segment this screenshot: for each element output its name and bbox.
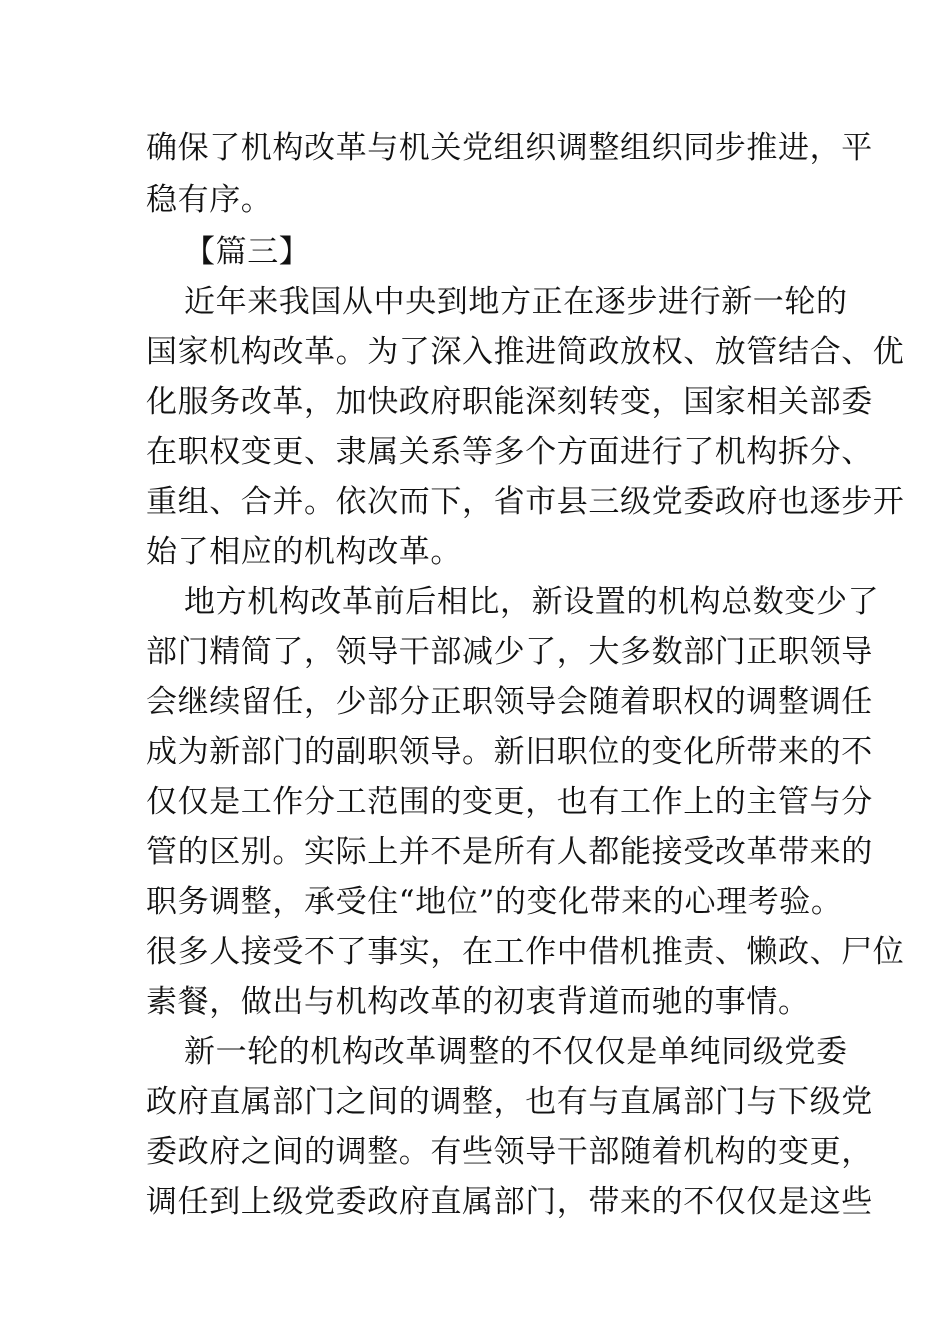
text-line: 会继续留任，少部分正职领导会随着职权的调整调任 (146, 684, 873, 720)
text-line: 始了相应的机构改革。 (146, 534, 462, 570)
text-line: 重组、合并。依次而下，省市县三级党委政府也逐步开 (146, 484, 905, 520)
text-line: 国家机构改革。为了深入推进简政放权、放管结合、优 (146, 334, 905, 370)
text-line: 在职权变更、隶属关系等多个方面进行了机构拆分、 (146, 434, 873, 470)
text-line: 确保了机构改革与机关党组织调整组织同步推进，平 (146, 130, 873, 166)
section-heading: 【篇三】 (184, 234, 311, 270)
text-line: 职务调整，承受住“地位”的变化带来的心理考验。 (146, 884, 843, 920)
text-line: 素餐，做出与机构改革的初衷背道而驰的事情。 (146, 984, 810, 1020)
text-line: 仅仅是工作分工范围的变更，也有工作上的主管与分 (146, 784, 873, 820)
paragraph-first-line: 近年来我国从中央到地方正在逐步进行新一轮的 (184, 284, 848, 320)
paragraph-first-line: 新一轮的机构改革调整的不仅仅是单纯同级党委 (184, 1034, 848, 1070)
text-line: 很多人接受不了事实，在工作中借机推责、懒政、尸位 (146, 934, 905, 970)
text-line: 调任到上级党委政府直属部门，带来的不仅仅是这些 (146, 1184, 873, 1220)
text-line: 管的区别。实际上并不是所有人都能接受改革带来的 (146, 834, 873, 870)
paragraph-first-line: 地方机构改革前后相比，新设置的机构总数变少了 (184, 584, 880, 620)
text-line: 化服务改革，加快政府职能深刻转变，国家相关部委 (146, 384, 873, 420)
text-line: 部门精简了，领导干部减少了，大多数部门正职领导 (146, 634, 873, 670)
text-line: 成为新部门的副职领导。新旧职位的变化所带来的不 (146, 734, 873, 770)
text-line: 政府直属部门之间的调整，也有与直属部门与下级党 (146, 1084, 873, 1120)
text-line: 稳有序。 (146, 182, 273, 218)
text-line: 委政府之间的调整。有些领导干部随着机构的变更， (146, 1134, 873, 1170)
